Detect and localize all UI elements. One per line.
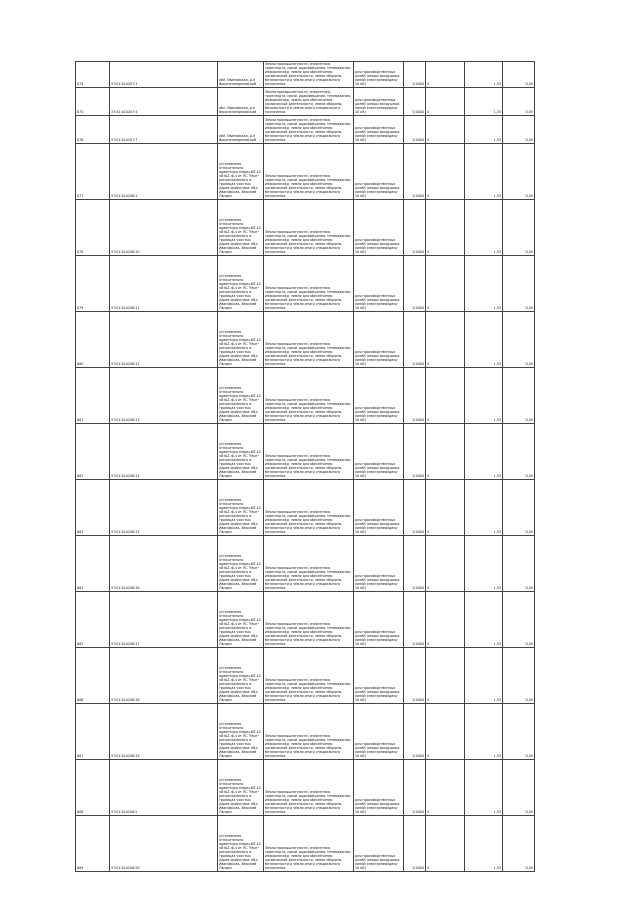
row-number-cell: 887 [76, 703, 110, 759]
coefficient-a-cell: 4 [426, 423, 465, 479]
table-row [76, 367, 535, 423]
coefficient-a-cell: 4 [426, 591, 465, 647]
location-cell: установлено относительно ориентира опоры ВЛ-10 кВ №1 ф.4 от ПС "Мыт" расположенного в границах участка. Адрес ориентира: обл. Ивановская, Верхний Ландех [218, 815, 264, 871]
cost-value-cell: 0,05 [503, 199, 535, 255]
coefficient-a-cell: 4 [426, 367, 465, 423]
area-value-cell: 0,0004 [404, 479, 426, 535]
table-row [76, 62, 535, 88]
permitted-use-cell: для производственных целей (опоры воздушных линий электропередачи 10 кВ) [354, 535, 404, 591]
row-number-cell: 885 [76, 591, 110, 647]
coefficient-a-cell: 4 [426, 815, 465, 871]
table-row [76, 311, 535, 367]
permitted-use-cell: для производственных целей (опоры воздушных линий электропередачи 10 кВ) [354, 255, 404, 311]
cost-value-cell: 0,05 [503, 535, 535, 591]
land-category-cell: Земли промышленности, энергетики, транспорта, связи, радиовещания, телевидения, информатики, земли для обеспечения космической деятельности, земли обороны, безопасности и земли иного специального назначения [264, 87, 354, 115]
coefficient-b-cell: 1,33 [465, 199, 503, 255]
coefficient-a-cell: 4 [426, 87, 465, 115]
land-category-cell: Земли промышленности, энергетики, транспорта, связи, радиовещания, телевидения, информатики, земли для обеспечения космической деятельности, земли обороны, безопасности и земли иного специального назначения [264, 591, 354, 647]
row-number-cell: 877 [76, 143, 110, 199]
table-row [76, 87, 535, 115]
coefficient-b-cell: 1,33 [465, 115, 503, 143]
location-cell: установлено относительно ориентира опоры ВЛ-10 кВ №1 ф.4 от ПС "Мыт" расположенного в границах участка. Адрес ориентира: обл. Ивановская, Верхний Ландех [218, 367, 264, 423]
cadastral-number-cell: 37:01:010208:19 [110, 703, 218, 759]
permitted-use-cell: для производственных целей (опоры воздушных линий электропередачи 10 кВ) [354, 115, 404, 143]
location-cell: установлено относительно ориентира опоры ВЛ-10 кВ №1 ф.4 от ПС "Мыт" расположенного в границах участка. Адрес ориентира: обл. Ивановская, Верхний Ландех [218, 703, 264, 759]
location-cell: установлено относительно ориентира опоры ВЛ-10 кВ №1 ф.4 от ПС "Мыт" расположенного в границах участка. Адрес ориентира: обл. Ивановская, Верхний Ландех [218, 479, 264, 535]
row-number-cell: 883 [76, 479, 110, 535]
land-category-cell: Земли промышленности, энергетики, транспорта, связи, радиовещания, телевидения, информатики, земли для обеспечения космической деятельности, земли обороны, безопасности и земли иного специального назначения [264, 759, 354, 815]
land-category-cell: Земли промышленности, энергетики, транспорта, связи, радиовещания, телевидения, информатики, земли для обеспечения космической деятельности, земли обороны, безопасности и земли иного специального назначения [264, 255, 354, 311]
location-cell: установлено относительно ориентира опоры ВЛ-10 кВ №1 ф.4 от ПС "Мыт" расположенного в границах участка. Адрес ориентира: обл. Ивановская, Верхний Ландех [218, 591, 264, 647]
row-number-cell: 886 [76, 647, 110, 703]
cost-value-cell: 0,05 [503, 815, 535, 871]
permitted-use-cell: для производственных целей (опоры воздушных линий электропередачи 10 кВ) [354, 143, 404, 199]
row-number-cell: 888 [76, 759, 110, 815]
coefficient-b-cell: 1,33 [465, 143, 503, 199]
coefficient-b-cell: 1,33 [465, 591, 503, 647]
land-parcel-table [75, 61, 535, 872]
cadastral-number-cell: 37:01:010208:13 [110, 367, 218, 423]
row-number-cell: 884 [76, 535, 110, 591]
coefficient-b-cell: 1,33 [465, 815, 503, 871]
location-cell: установлено относительно ориентира опоры ВЛ-10 кВ №1 ф.4 от ПС "Мыт" расположенного в границах участка. Адрес ориентира: обл. Ивановская, Верхний Ландех [218, 255, 264, 311]
cost-value-cell: 0,05 [503, 759, 535, 815]
cadastral-number-cell: 37:01:010208:14 [110, 423, 218, 479]
permitted-use-cell: для производственных целей (опоры воздушных линий электропередачи 10 кВ) [354, 591, 404, 647]
cadastral-number-cell: 37:01:010208:1 [110, 143, 218, 199]
coefficient-b-cell: 1,33 [465, 647, 503, 703]
coefficient-a-cell: 4 [426, 255, 465, 311]
location-cell: установлено относительно ориентира опоры ВЛ-10 кВ №1 ф.4 от ПС "Мыт" расположенного в границах участка. Адрес ориентира: обл. Ивановская, Верхний Ландех [218, 647, 264, 703]
coefficient-a-cell: 4 [426, 647, 465, 703]
permitted-use-cell: для производственных целей (опоры воздушных линий электропередачи 10 кВ) [354, 647, 404, 703]
cost-value-cell: 0,05 [503, 423, 535, 479]
cadastral-number-cell: 37:01:010207:3 [110, 62, 218, 88]
area-value-cell: 0,0004 [404, 591, 426, 647]
cadastral-number-cell: 37:01:010208:12 [110, 311, 218, 367]
permitted-use-cell: для производственных целей (опоры воздушных линий электропередачи 10 кВ) [354, 759, 404, 815]
land-category-cell: Земли промышленности, энергетики, транспорта, связи, радиовещания, телевидения, информатики, земли для обеспечения космической деятельности, земли обороны, безопасности и земли иного специального назначения [264, 199, 354, 255]
location-cell: установлено относительно ориентира опоры ВЛ-10 кВ №1 ф.4 от ПС "Мыт" расположенного в границах участка. Адрес ориентира: обл. Ивановская, Верхний Ландех [218, 199, 264, 255]
coefficient-a-cell: 4 [426, 703, 465, 759]
table-row [76, 759, 535, 815]
coefficient-a-cell: 4 [426, 143, 465, 199]
permitted-use-cell: для производственных целей (опоры воздушных линий электропередачи 10 кВ) [354, 703, 404, 759]
land-category-cell: Земли промышленности, энергетики, транспорта, связи, радиовещания, телевидения, информатики, земли для обеспечения космической деятельности, земли обороны, безопасности и земли иного специального назначения [264, 535, 354, 591]
land-category-cell: Земли промышленности, энергетики, транспорта, связи, радиовещания, телевидения, информатики, земли для обеспечения космической деятельности, земли обороны, безопасности и земли иного специального назначения [264, 423, 354, 479]
coefficient-b-cell: 1,33 [465, 535, 503, 591]
cost-value-cell: 0,05 [503, 255, 535, 311]
area-value-cell: 0,0004 [404, 62, 426, 88]
coefficient-a-cell: 4 [426, 535, 465, 591]
row-number-cell: 876 [76, 115, 110, 143]
cadastral-number-cell: 37:01:010208:15 [110, 479, 218, 535]
cadastral-number-cell: 37:01:010208:11 [110, 255, 218, 311]
location-cell: обл. Ивановская, р-н Верхнеландеховский [218, 115, 264, 143]
coefficient-b-cell: 1,33 [465, 423, 503, 479]
cost-value-cell: 0,05 [503, 703, 535, 759]
area-value-cell: 0,0004 [404, 647, 426, 703]
cadastral-number-cell: 37:01:010208:20 [110, 815, 218, 871]
location-cell: обл. Ивановская, р-н Верхнеландеховский [218, 87, 264, 115]
area-value-cell: 0,0004 [404, 423, 426, 479]
cadastral-number-cell: 37:01:010208:10 [110, 199, 218, 255]
row-number-cell: 882 [76, 423, 110, 479]
area-value-cell: 0,0004 [404, 115, 426, 143]
area-value-cell: 0,0004 [404, 367, 426, 423]
location-cell: установлено относительно ориентира опоры ВЛ-10 кВ №1 ф.4 от ПС "Мыт" расположенного в границах участка. Адрес ориентира: обл. Ивановская, Верхний Ландех [218, 535, 264, 591]
area-value-cell: 0,0004 [404, 143, 426, 199]
row-number-cell: 875 [76, 87, 110, 115]
land-category-cell: Земли промышленности, энергетики, транспорта, связи, радиовещания, телевидения, информатики, земли для обеспечения космической деятельности, земли обороны, безопасности и земли иного специального назначения [264, 647, 354, 703]
location-cell: установлено относительно ориентира опоры ВЛ-10 кВ №1 ф.4 от ПС "Мыт" расположенного в границах участка. Адрес ориентира: обл. Ивановская, Верхний Ландех [218, 423, 264, 479]
cadastral-number-cell: 37:01:010207:4 [110, 87, 218, 115]
area-value-cell: 0,0004 [404, 255, 426, 311]
cost-value-cell: 0,05 [503, 87, 535, 115]
location-cell: установлено относительно ориентира опоры ВЛ-10 кВ №1 ф.4 от ПС "Мыт" расположенного в границах участка. Адрес ориентира: обл. Ивановская, Верхний Ландех [218, 143, 264, 199]
coefficient-b-cell: 1,33 [465, 311, 503, 367]
cost-value-cell: 0,05 [503, 62, 535, 88]
land-category-cell: Земли промышленности, энергетики, транспорта, связи, радиовещания, телевидения, информатики, земли для обеспечения космической деятельности, земли обороны, безопасности и земли иного специального назначения [264, 311, 354, 367]
area-value-cell: 0,0004 [404, 815, 426, 871]
land-category-cell: Земли промышленности, энергетики, транспорта, связи, радиовещания, телевидения, информатики, земли для обеспечения космической деятельности, земли обороны, безопасности и земли иного специального назначения [264, 479, 354, 535]
coefficient-b-cell: 1,33 [465, 703, 503, 759]
table-row [76, 423, 535, 479]
land-category-cell: Земли промышленности, энергетики, транспорта, связи, радиовещания, телевидения, информатики, земли для обеспечения космической деятельности, земли обороны, безопасности и земли иного специального назначения [264, 815, 354, 871]
land-category-cell: Земли промышленности, энергетики, транспорта, связи, радиовещания, телевидения, информатики, земли для обеспечения космической деятельности, земли обороны, безопасности и земли иного специального назначения [264, 115, 354, 143]
table-row [76, 535, 535, 591]
table-row [76, 591, 535, 647]
cost-value-cell: 0,05 [503, 647, 535, 703]
permitted-use-cell: для производственных целей (опоры воздушных линий электропередачи 10 кВ) [354, 815, 404, 871]
coefficient-a-cell: 4 [426, 479, 465, 535]
coefficient-b-cell: 1,33 [465, 759, 503, 815]
table-row [76, 647, 535, 703]
area-value-cell: 0,0004 [404, 311, 426, 367]
land-category-cell: Земли промышленности, энергетики, транспорта, связи, радиовещания, телевидения, информатики, земли для обеспечения космической деятельности, земли обороны, безопасности и земли иного специального назначения [264, 143, 354, 199]
row-number-cell: 889 [76, 815, 110, 871]
permitted-use-cell: для производственных целей (опоры воздушных линий электропередачи 10 кВ) [354, 311, 404, 367]
cadastral-number-cell: 37:01:010208:17 [110, 591, 218, 647]
permitted-use-cell: для производственных целей (опоры воздушных линий электропередачи 10 кВ) [354, 479, 404, 535]
row-number-cell: 879 [76, 255, 110, 311]
land-category-cell: Земли промышленности, энергетики, транспорта, связи, радиовещания, телевидения, информатики, земли для обеспечения космической деятельности, земли обороны, безопасности и земли иного специального назначения [264, 62, 354, 88]
permitted-use-cell: для производственных целей (опоры воздушных линий электропередачи 10 кВ) [354, 199, 404, 255]
coefficient-b-cell: 1,33 [465, 255, 503, 311]
cost-value-cell: 0,05 [503, 143, 535, 199]
row-number-cell: 880 [76, 311, 110, 367]
cadastral-number-cell: 37:01:010208:2 [110, 759, 218, 815]
cadastral-number-cell: 37:01:010208:18 [110, 647, 218, 703]
coefficient-b-cell: 1,33 [465, 367, 503, 423]
table-row [76, 815, 535, 871]
coefficient-a-cell: 4 [426, 311, 465, 367]
area-value-cell: 0,0004 [404, 703, 426, 759]
location-cell: установлено относительно ориентира опоры ВЛ-10 кВ №1 ф.4 от ПС "Мыт" расположенного в границах участка. Адрес ориентира: обл. Ивановская, Верхний Ландех [218, 759, 264, 815]
cadastral-number-cell: 37:01:010207:7 [110, 115, 218, 143]
coefficient-b-cell: 1,33 [465, 87, 503, 115]
coefficient-a-cell: 4 [426, 759, 465, 815]
coefficient-a-cell: 4 [426, 62, 465, 88]
permitted-use-cell: для производственных целей (опоры воздушных линий электропередачи 10 кВ) [354, 423, 404, 479]
cost-value-cell: 0,05 [503, 115, 535, 143]
land-category-cell: Земли промышленности, энергетики, транспорта, связи, радиовещания, телевидения, информатики, земли для обеспечения космической деятельности, земли обороны, безопасности и земли иного специального назначения [264, 367, 354, 423]
coefficient-b-cell: 1,33 [465, 479, 503, 535]
permitted-use-cell: для производственных целей (опоры воздушных линий электропередачи 10 кВ) [354, 62, 404, 88]
permitted-use-cell: для производственных целей (опоры воздушных линий электропередачи 10 кВ) [354, 87, 404, 115]
coefficient-b-cell: 1,33 [465, 62, 503, 88]
area-value-cell: 0,0004 [404, 535, 426, 591]
location-cell: обл. Ивановская, р-н Верхнеландеховский [218, 62, 264, 88]
cost-value-cell: 0,05 [503, 591, 535, 647]
row-number-cell: 874 [76, 62, 110, 88]
row-number-cell: 881 [76, 367, 110, 423]
cadastral-number-cell: 37:01:010208:16 [110, 535, 218, 591]
table-row [76, 199, 535, 255]
table-row [76, 255, 535, 311]
coefficient-a-cell: 4 [426, 115, 465, 143]
cost-value-cell: 0,05 [503, 479, 535, 535]
area-value-cell: 0,0004 [404, 759, 426, 815]
cost-value-cell: 0,05 [503, 311, 535, 367]
location-cell: установлено относительно ориентира опоры ВЛ-10 кВ №1 ф.4 от ПС "Мыт" расположенного в границах участка. Адрес ориентира: обл. Ивановская, Верхний Ландех [218, 311, 264, 367]
table-row [76, 703, 535, 759]
table-row [76, 479, 535, 535]
cost-value-cell: 0,05 [503, 367, 535, 423]
row-number-cell: 878 [76, 199, 110, 255]
table-row [76, 115, 535, 143]
area-value-cell: 0,0004 [404, 199, 426, 255]
area-value-cell: 0,0004 [404, 87, 426, 115]
coefficient-a-cell: 4 [426, 199, 465, 255]
land-category-cell: Земли промышленности, энергетики, транспорта, связи, радиовещания, телевидения, информатики, земли для обеспечения космической деятельности, земли обороны, безопасности и земли иного специального назначения [264, 703, 354, 759]
table-row [76, 143, 535, 199]
permitted-use-cell: для производственных целей (опоры воздушных линий электропередачи 10 кВ) [354, 367, 404, 423]
